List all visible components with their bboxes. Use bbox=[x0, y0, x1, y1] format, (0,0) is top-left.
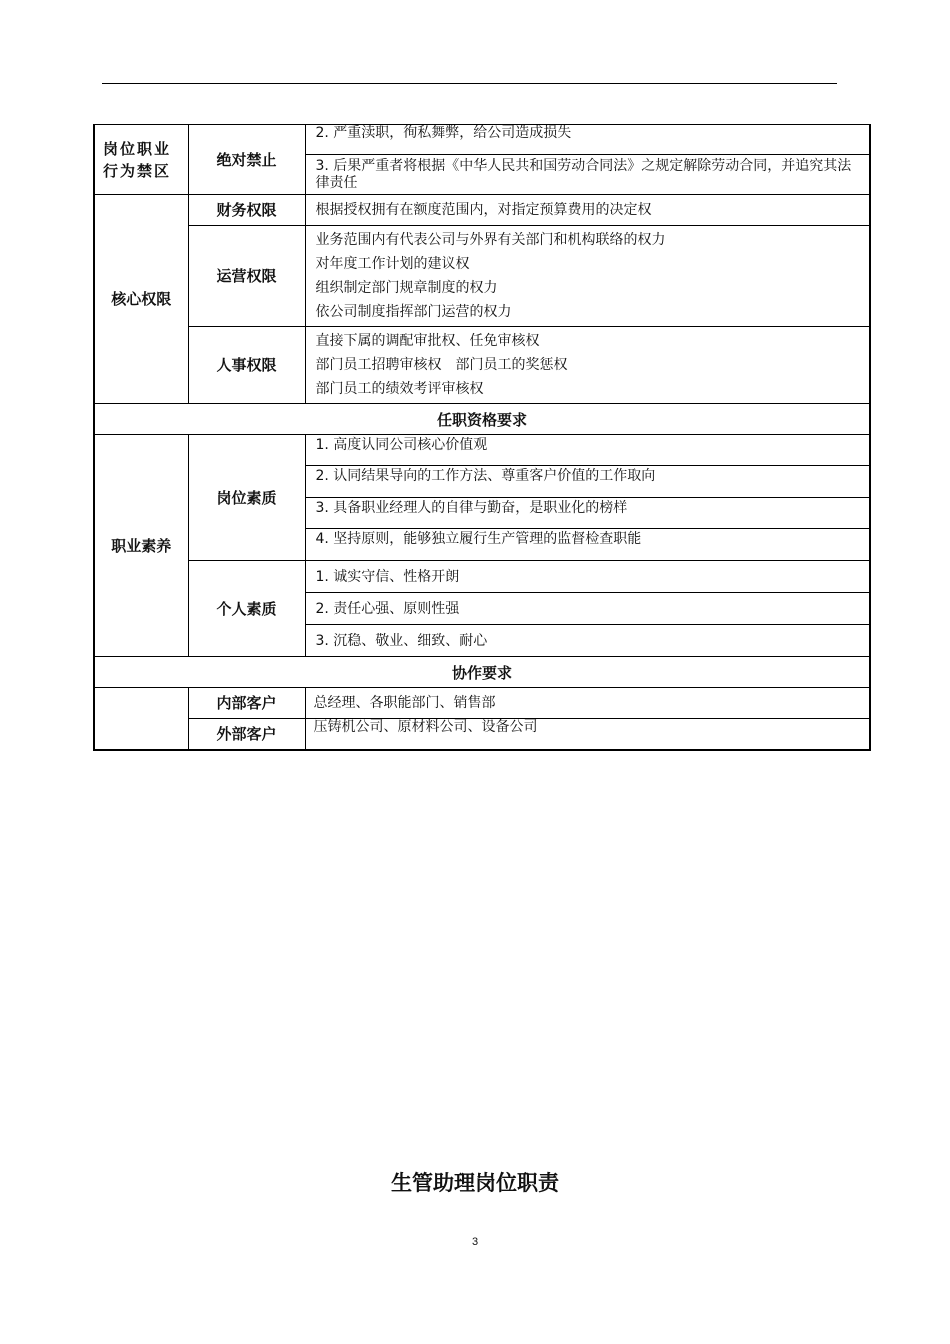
cooperation-blank-cell bbox=[94, 688, 188, 750]
personal-quality-label: 个人素质 bbox=[188, 561, 305, 657]
external-customer-label: 外部客户 bbox=[188, 719, 305, 750]
personal-quality-item: 3. 沉稳、敬业、细致、耐心 bbox=[305, 625, 870, 657]
finance-authority-text: 根据授权拥有在额度范围内，对指定预算费用的决定权 bbox=[305, 195, 870, 226]
post-quality-item: 1. 高度认同公司核心价值观 bbox=[305, 435, 870, 466]
post-quality-label: 岗位素质 bbox=[188, 435, 305, 561]
external-customer-value: 压铸机公司、原材料公司、设备公司 bbox=[305, 719, 870, 750]
internal-customer-label: 内部客户 bbox=[188, 688, 305, 719]
post-quality-item: 2. 认同结果导向的工作方法、尊重客户价值的工作取向 bbox=[305, 466, 870, 498]
behavior-label: 岗位职业行为禁区 bbox=[94, 125, 188, 195]
internal-customer-value: 总经理、各职能部门、销售部 bbox=[305, 688, 870, 719]
header-rule bbox=[102, 83, 837, 84]
operations-item: 对年度工作计划的建议权 bbox=[315, 256, 470, 272]
operations-item: 依公司制度指挥部门运营的权力 bbox=[315, 304, 512, 320]
post-quality-item: 3. 具备职业经理人的自律与勤奋，是职业化的榜样 bbox=[305, 498, 870, 529]
behavior-item-3: 3. 后果严重者将根据《中华人民共和国劳动合同法》之规定解除劳动合同，并追究其法律责任 bbox=[305, 155, 870, 195]
operations-item: 组织制定部门规章制度的权力 bbox=[315, 280, 498, 296]
personnel-item: 部门员工的绩效考评审核权 bbox=[315, 381, 484, 397]
cooperation-section-title: 协作要求 bbox=[94, 657, 870, 688]
post-quality-item: 4. 坚持原则，能够独立履行生产管理的监督检查职能 bbox=[305, 529, 870, 561]
personal-quality-item: 2. 责任心强、原则性强 bbox=[305, 593, 870, 625]
personal-quality-item: 1. 诚实守信、性格开朗 bbox=[305, 561, 870, 593]
behavior-item-2: 2. 严重渎职，徇私舞弊，给公司造成损失 bbox=[305, 125, 870, 155]
page-title: 生管助理岗位职责 bbox=[391, 1171, 559, 1195]
personnel-authority-label: 人事权限 bbox=[188, 327, 305, 404]
personnel-authority-list bbox=[305, 327, 870, 404]
operations-authority-list bbox=[305, 226, 870, 327]
behavior-sub-label: 绝对禁止 bbox=[188, 125, 305, 195]
professional-quality-label: 职业素养 bbox=[94, 435, 188, 657]
operations-authority-label: 运营权限 bbox=[188, 226, 305, 327]
page-number: 3 bbox=[471, 1236, 479, 1248]
job-responsibility-table bbox=[93, 124, 871, 751]
authority-label: 核心权限 bbox=[94, 195, 188, 404]
personnel-item: 直接下属的调配审批权、任免审核权 bbox=[315, 333, 540, 349]
finance-authority-label: 财务权限 bbox=[188, 195, 305, 226]
qualification-section-title: 任职资格要求 bbox=[94, 404, 870, 435]
operations-item: 业务范围内有代表公司与外界有关部门和机构联络的权力 bbox=[315, 232, 666, 248]
personnel-item: 部门员工招聘审核权 部门员工的奖惩权 bbox=[315, 357, 568, 373]
